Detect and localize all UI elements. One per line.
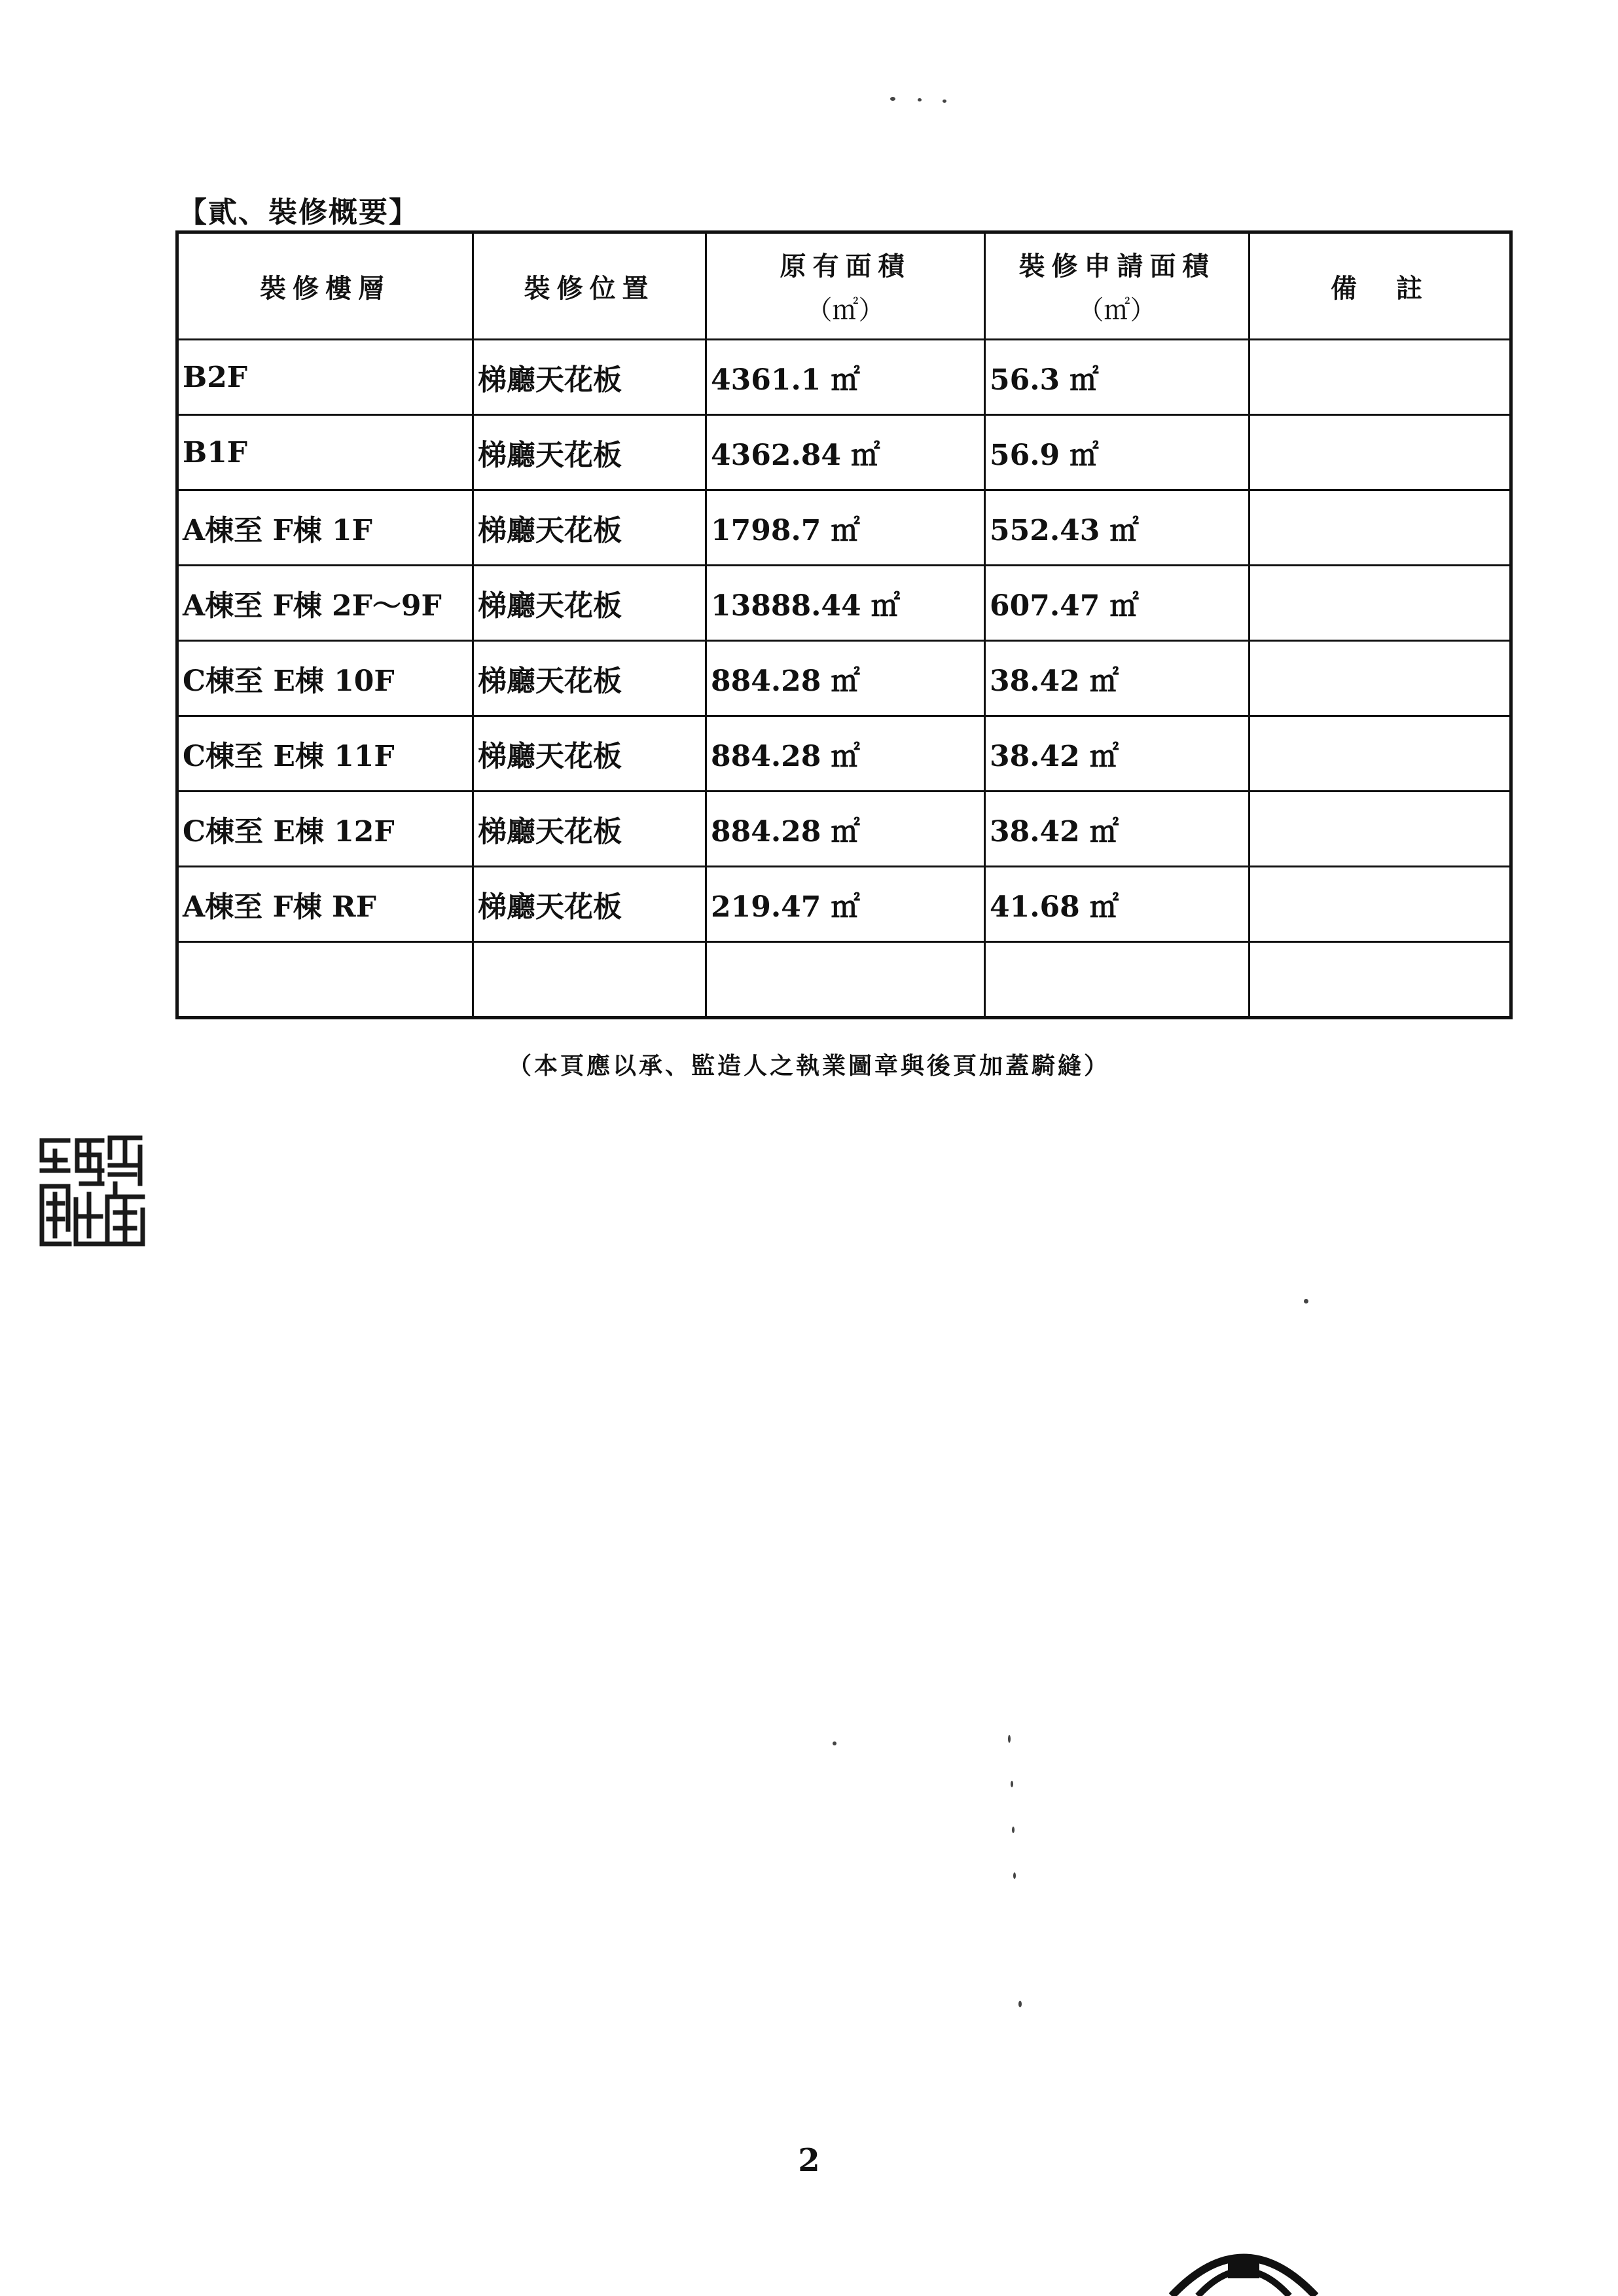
table-row: [177, 566, 1511, 641]
cell-remarks: [1249, 415, 1511, 490]
cell-remarks: [1249, 641, 1511, 716]
table-row: [177, 641, 1511, 716]
table-row: [177, 415, 1511, 490]
scan-speck: [1011, 1781, 1013, 1787]
cell-original-area: 219.47 ㎡: [706, 867, 985, 942]
page-number: 2: [798, 2142, 820, 2179]
cell-original-area: 1798.7 ㎡: [706, 490, 985, 566]
architect-seal-icon: [37, 1131, 148, 1250]
cell-floor: C棟至 E棟 12F: [177, 792, 473, 867]
header-original-area-label: 原有面積: [780, 251, 911, 282]
header-original-area-unit: （㎡）: [806, 295, 885, 325]
scan-speck: [918, 98, 922, 101]
scan-speck: [833, 1741, 836, 1745]
table-row: [177, 340, 1511, 415]
renovation-summary-table: [175, 230, 1513, 1019]
scan-speck: [1304, 1299, 1308, 1303]
cell-floor: C棟至 E棟 11F: [177, 716, 473, 792]
cell-applied-area: [985, 942, 1249, 1018]
cell-applied-area: 41.68 ㎡: [985, 867, 1249, 942]
scan-speck: [1013, 1872, 1016, 1879]
cell-applied-area: 56.3 ㎡: [985, 340, 1249, 415]
header-applied-area-label: 裝修申請面積: [1018, 251, 1215, 282]
cell-applied-area: 38.42 ㎡: [985, 792, 1249, 867]
cell-remarks: [1249, 716, 1511, 792]
cell-applied-area: 38.42 ㎡: [985, 716, 1249, 792]
cell-original-area: 884.28 ㎡: [706, 792, 985, 867]
scan-speck: [1008, 1735, 1011, 1743]
cell-position: 梯廳天花板: [473, 340, 706, 415]
cell-original-area: [706, 942, 985, 1018]
scan-speck: [1018, 2001, 1022, 2007]
cell-floor: [177, 942, 473, 1018]
cell-remarks: [1249, 340, 1511, 415]
header-original-area: [706, 232, 985, 340]
table-row: [177, 716, 1511, 792]
table-row: [177, 942, 1511, 1018]
cell-position: 梯廳天花板: [473, 867, 706, 942]
scan-speck: [890, 97, 895, 101]
section-heading: 【貳、裝修概要】: [178, 196, 419, 229]
cell-position: 梯廳天花板: [473, 716, 706, 792]
cell-position: 梯廳天花板: [473, 415, 706, 490]
table-row: [177, 792, 1511, 867]
partial-seal-icon: [1165, 2232, 1322, 2296]
cell-position: 梯廳天花板: [473, 490, 706, 566]
cell-original-area: 13888.44 ㎡: [706, 566, 985, 641]
cell-original-area: 4361.1 ㎡: [706, 340, 985, 415]
cell-floor: A棟至 F棟 2F～9F: [177, 566, 473, 641]
cell-original-area: 884.28 ㎡: [706, 716, 985, 792]
scan-speck: [943, 100, 946, 103]
cell-remarks: [1249, 867, 1511, 942]
cell-applied-area: 56.9 ㎡: [985, 415, 1249, 490]
cell-original-area: 4362.84 ㎡: [706, 415, 985, 490]
cell-applied-area: 38.42 ㎡: [985, 641, 1249, 716]
cell-position: [473, 942, 706, 1018]
cell-floor: A棟至 F棟 RF: [177, 867, 473, 942]
cell-applied-area: 552.43 ㎡: [985, 490, 1249, 566]
seam-stamp-note: （本頁應以承、監造人之執業圖章與後頁加蓋騎縫）: [507, 1052, 1110, 1080]
table-header-row: [177, 232, 1511, 340]
cell-original-area: 884.28 ㎡: [706, 641, 985, 716]
header-remarks: 備 註: [1249, 232, 1511, 340]
scan-speck: [1012, 1827, 1015, 1833]
header-position: 裝修位置: [473, 232, 706, 340]
header-applied-area-unit: （㎡）: [1077, 295, 1157, 325]
cell-remarks: [1249, 566, 1511, 641]
cell-position: 梯廳天花板: [473, 641, 706, 716]
table-row: [177, 490, 1511, 566]
table-row: [177, 867, 1511, 942]
cell-remarks: [1249, 490, 1511, 566]
header-applied-area: [985, 232, 1249, 340]
cell-position: 梯廳天花板: [473, 566, 706, 641]
cell-position: 梯廳天花板: [473, 792, 706, 867]
cell-remarks: [1249, 792, 1511, 867]
cell-floor: C棟至 E棟 10F: [177, 641, 473, 716]
header-floor: 裝修樓層: [177, 232, 473, 340]
cell-floor: B2F: [177, 340, 473, 415]
cell-floor: A棟至 F棟 1F: [177, 490, 473, 566]
cell-remarks: [1249, 942, 1511, 1018]
cell-floor: B1F: [177, 415, 473, 490]
cell-applied-area: 607.47 ㎡: [985, 566, 1249, 641]
